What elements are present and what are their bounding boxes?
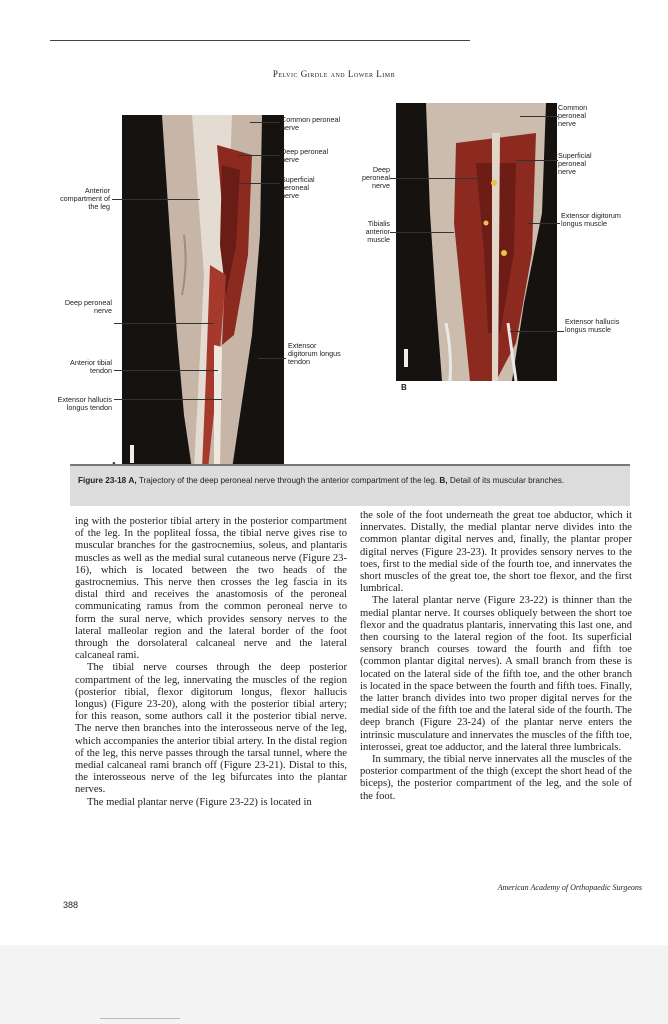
body-left-column — [75, 516, 347, 809]
label-b-extensor-digitorum-longus-muscle: Extensor digitorum longus muscle — [561, 211, 621, 229]
footer-journal: American Academy of Orthopaedic Surgeons — [497, 883, 642, 892]
leader-line — [520, 116, 558, 117]
leader-line — [516, 160, 558, 161]
label-b-extensor-hallucis-longus-muscle: Extensor hallucis longus muscle — [565, 317, 620, 335]
leader-line — [114, 399, 222, 400]
leader-line — [114, 323, 214, 324]
label-a-anterior-tibial-tendon: Anterior tibial tendon — [70, 358, 112, 376]
paragraph: ing with the posterior tibial artery in the posterior compartment of the leg. In the popliteal fossa, the tibial nerve gives rise to muscular branches for the gastrocnemius, soleus, and plantaris muscles as well as the medial sural cutaneous nerve (Figure 23-16), which is located between the two heads of the gastrocnemius. This nerve then crosses the leg fascia in its distal third and receives the anastomosis of the peroneal communicating ramus from the common peroneal nerve to form the sural nerve, which provides sensory nerves to the lateral malleolar region and the lateral border of the foot through the dorsolateral calcaneal nerve and the lateral calcaneal rami. — [75, 516, 347, 662]
label-b-deep-peroneal-nerve: Deep peroneal nerve — [362, 165, 390, 191]
leg-dissection-illustration-b — [396, 103, 557, 381]
body-right-column — [360, 510, 632, 803]
caption-panel-b: B, — [439, 476, 448, 485]
label-a-extensor-digitorum-longus-tendon: Extensor digitorum longus tendon — [288, 341, 341, 367]
label-a-deep-peroneal-nerve: Deep peroneal nerve — [281, 147, 329, 165]
paragraph: the sole of the foot underneath the great toe abductor, which it innervates. Distally, the medial plantar nerve divides into the common plantar digital nerves and, finally, the plantar proper digital nerves (Figure 23-23). It provides sensory nerves to the toes, first to the medial side of the fourth toe, and innervates the short muscles of the great toe, the short toe flexor, and the first lumbrical. — [360, 510, 632, 595]
figure-panel-b-photo — [396, 103, 557, 381]
leader-line — [238, 155, 280, 156]
leader-line — [510, 331, 564, 332]
paragraph: In summary, the tibial nerve innervates all the muscles of the posterior compartment of the thigh (except the short head of the biceps), the posterior compartment of the leg, and the sole of the foot. — [360, 754, 632, 802]
paragraph: The lateral plantar nerve (Figure 23-22) is thinner than the medial plantar nerve. It courses obliquely between the short toe flexor and the quadratus plantaris, innervating this last one, and then coursing to the lateral region of the foot. Its superficial sensory branch courses toward the fourth and fifth toe (common plantar digital nerves). A small branch from these is located on the lateral side of the fifth toe, and the other branch is located in the space between the fourth and fifth toes. Finally, the latter branch divides into two proper digital nerves for the medial side of the fifth toe and the lateral side of the fourth. The deep branch (Figure 23-24) of the plantar nerve enters the intrinsic musculature and innervates the muscles of the fifth toe, interossei, great toe adductor, and the lateral three lumbricals. — [360, 595, 632, 753]
label-a-deep-peroneal-nerve-lower: Deep peroneal nerve — [64, 298, 112, 316]
label-a-anterior-compartment: Anterior compartment of the leg — [60, 186, 110, 212]
caption-panel-a: A, — [128, 476, 137, 485]
leader-line — [112, 199, 200, 200]
panel-letter-b: B — [401, 383, 407, 392]
figure-caption — [78, 476, 618, 485]
leg-dissection-illustration-a — [122, 115, 284, 469]
label-b-tibialis-anterior-muscle: Tibialis anterior muscle — [365, 219, 390, 245]
leader-line — [528, 223, 560, 224]
paragraph: The medial plantar nerve (Figure 23-22) is located in — [87, 796, 312, 808]
figure-panel-a-photo — [122, 115, 284, 469]
leader-line — [390, 232, 454, 233]
label-a-superficial-peroneal-nerve: Superficial peroneal nerve — [281, 175, 315, 201]
caption-text-a: Trajectory of the deep peroneal nerve through the anterior compartment of the leg. — [138, 476, 438, 485]
leader-line — [240, 183, 280, 184]
running-head: Pelvic Girdle and Lower Limb — [272, 69, 396, 79]
caption-label: Figure 23-18 — [78, 476, 127, 485]
label-a-extensor-hallucis-longus-tendon: Extensor hallucis longus tendon — [57, 395, 112, 413]
label-b-superficial-peroneal-nerve: Superficial peroneal nerve — [558, 151, 592, 177]
top-rule — [50, 40, 470, 41]
label-a-common-peroneal-nerve: Common peroneal nerve — [281, 115, 341, 133]
leader-line — [114, 370, 218, 371]
figure-caption-box — [70, 464, 630, 506]
paragraph: The tibial nerve courses through the deep posterior compartment of the leg, innervating the muscles of the region (posterior tibial, flexor digitorum longus, flexor hallucis longus) (Figure 23-20), along with the posterior tibial artery; for this reason, some authors call it the posterior tibial nerve. The nerve then branches into the interosseous nerve of the leg, which accompanies the anterior tibial artery. In the distal region of the leg, this nerve passes through the tarsal tunnel, where the medial calcaneal rami branch off (Figure 23-21). Distal to this, the interosseous nerve of the leg bifurcates into the plantar nerves. — [75, 662, 347, 796]
leader-line — [258, 358, 286, 359]
leader-line — [250, 122, 280, 123]
next-page-edge — [100, 1018, 180, 1019]
page-number: 388 — [63, 900, 79, 910]
label-b-common-peroneal-nerve: Common peroneal nerve — [558, 103, 588, 129]
caption-text-b: Detail of its muscular branches. — [449, 476, 565, 485]
leader-line — [390, 178, 480, 179]
